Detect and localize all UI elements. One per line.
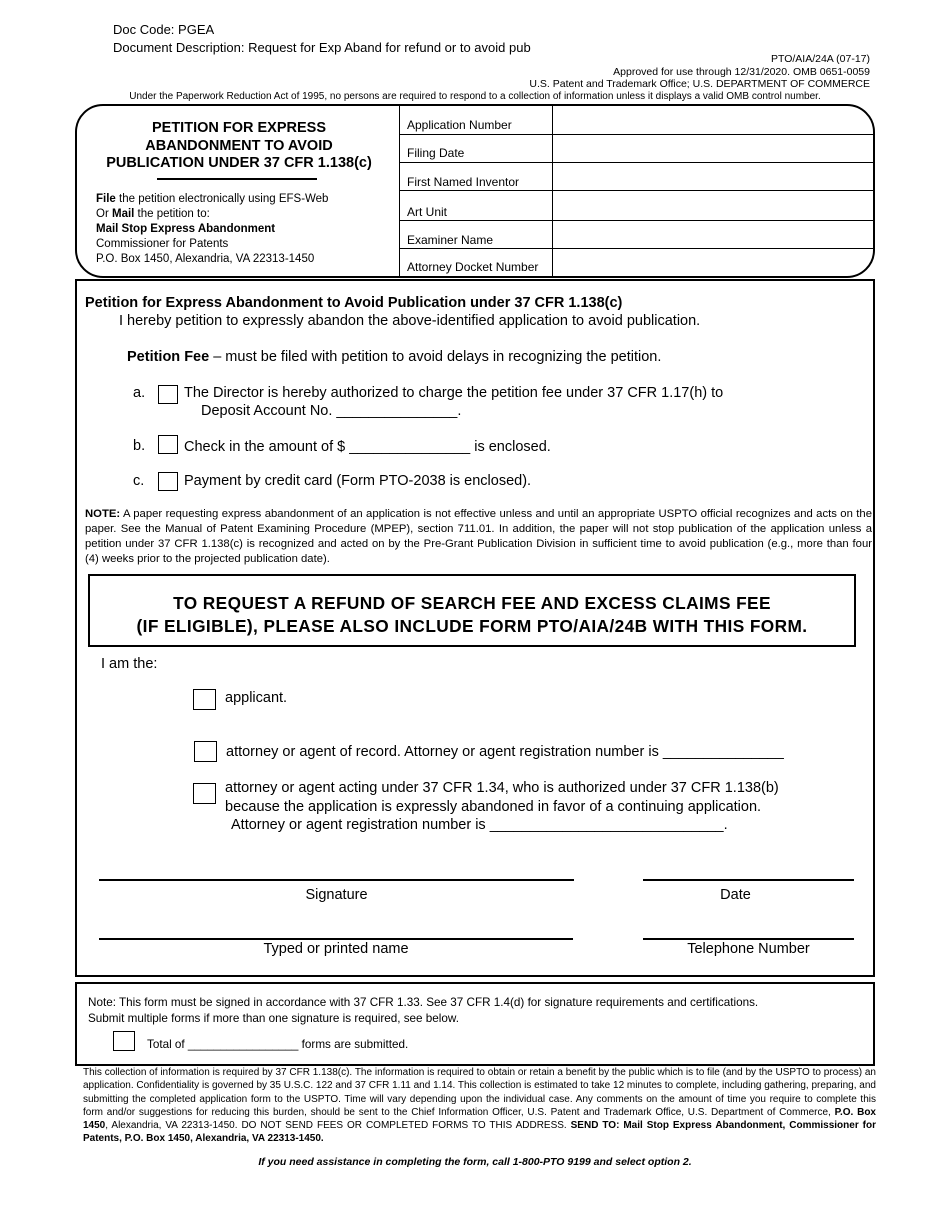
examiner-name-field[interactable] (554, 222, 854, 247)
burden-statement: This collection of information is required by 37 CFR 1.138(c). The information is required to obtain or retain a benefit by the public which is to file (and by the USPTO to process) an application. Confidentiality is governed by 35 U.S.C. 122 and 37 CFR 1.11 and 1.14. This collection is estimated to take 12 minutes to complete, including gathering, preparing, and submitting the completed application form to the USPTO. Time will vary depending upon the individual case. Any comments on the amount of time you require to complete this form and/or suggestions for reducing this burden, should be sent to the Chief Information Officer, U.S. Patent and Trademark Office, U.S. Department of Commerce, P.O. Box 1450, Alexandria, VA 22313-1450. DO NOT SEND FEES OR COMPLETED FORMS TO THIS ADDRESS. SEND TO: Mail Stop Express Abandonment, Commissioner for Patents, P.O. Box 1450, Alexandria, VA 22313-1450. (83, 1067, 876, 1145)
petition-title: PETITION FOR EXPRESS ABANDONMENT TO AVOID PUBLICATION UNDER 37 CFR 1.138(c) (106, 120, 372, 171)
doc-code: Doc Code: PGEA (113, 22, 215, 37)
note-box (75, 982, 875, 1066)
assistance-line: If you need assistance in completing the form, call 1-800-PTO 9199 and select option 2. (258, 1156, 692, 1168)
mail-stop: Mail Stop Express Abandonment (96, 223, 276, 235)
i-am-label: I am the: (101, 656, 158, 672)
signature-label: Signature (305, 887, 368, 903)
application-number-label: Application Number (407, 118, 512, 132)
option-a-checkbox[interactable] (158, 385, 178, 404)
attorney-acting-checkbox[interactable] (193, 783, 216, 804)
total-forms-text: Total of _________________ forms are submitted. (147, 1038, 409, 1051)
attorney-docket-field[interactable] (554, 250, 844, 275)
option-b-letter: b. (133, 438, 146, 454)
option-c-checkbox[interactable] (158, 472, 178, 491)
examiner-name-label: Examiner Name (407, 233, 494, 247)
art-unit-field[interactable] (554, 192, 854, 219)
deposit-account: Deposit Account No. _______________. (201, 403, 462, 419)
typed-name-line[interactable] (99, 938, 573, 940)
petition-body (75, 279, 875, 977)
note-paragraph: NOTE: A paper requesting express abandonment of an application is not effective unless and until an appropriate USPTO official recognizes and acts on the paper. See the Manual of Patent Examining Procedure (MPEP), section 711.01. In addition, the paper will not stop publication of the application unless a petition under 37 CFR 1.138(c) is recognized and acted on by the Pre-Grant Publication Division in sufficient time to avoid publication (e.g., more than four (4) weeks prior to the projected publication date). (85, 508, 872, 565)
commissioner: Commissioner for Patents (96, 238, 229, 250)
form-id-block (529, 53, 870, 91)
filing-date-label: Filing Date (407, 146, 465, 160)
paperwork-notice: Under the Paperwork Reduction Act of 1995, no persons are required to respond to a collection of information unless it displays a valid OMB control number. (129, 91, 821, 102)
po-box: P.O. Box 1450, Alexandria, VA 22313-1450 (96, 253, 315, 265)
option-c-letter: c. (133, 473, 145, 489)
option-c-text: Payment by credit card (Form PTO-2038 is enclosed). (184, 473, 532, 489)
petition-statement: I hereby petition to expressly abandon the above-identified application to avoid publication. (119, 313, 701, 329)
attorney-docket-label: Attorney Docket Number (407, 260, 539, 274)
petition-fee-line: Petition Fee – must be filed with petition to avoid delays in recognizing the petition. (127, 349, 662, 365)
header-box (75, 104, 875, 278)
applicant-label: applicant. (225, 690, 288, 706)
signature-line[interactable] (99, 879, 574, 881)
attorney-acting-line3: Attorney or agent registration number is _____________________________. (231, 817, 728, 833)
option-b-text: Check in the amount of $ _______________ is enclosed. (184, 439, 551, 455)
title-rule (157, 178, 317, 180)
applicant-checkbox[interactable] (193, 689, 216, 710)
filing-instructions: File the petition electronically using EFS-Web Or Mail the petition to: Mail Stop Express Abandonment Commissioner for Patents P.O. Box 1450, Alexandria, VA 22313-1450 (96, 193, 329, 265)
note-line-1: Note: This form must be signed in accordance with 37 CFR 1.33. See 37 CFR 1.4(d) for signature requirements and certifications. (88, 996, 759, 1009)
date-label: Date (720, 887, 751, 903)
doc-description: Document Description: Request for Exp Aband for refund or to avoid pub (113, 40, 531, 55)
option-a-letter: a. (133, 385, 146, 401)
date-line[interactable] (643, 879, 854, 881)
attorney-record-label: attorney or agent of record. Attorney or agent registration number is _______________ (226, 744, 784, 760)
application-number-field[interactable] (554, 108, 854, 133)
typed-name-label: Typed or printed name (263, 941, 409, 957)
attorney-acting-line2: because the application is expressly abandoned in favor of a continuing application. (225, 799, 762, 815)
agency: U.S. Patent and Trademark Office; U.S. DEPARTMENT OF COMMERCE (529, 78, 870, 90)
attorney-acting-line1: attorney or agent acting under 37 CFR 1.34, who is authorized under 37 CFR 1.138(b) (225, 780, 779, 796)
option-b-checkbox[interactable] (158, 435, 178, 454)
total-forms-checkbox[interactable] (113, 1031, 135, 1051)
art-unit-label: Art Unit (407, 205, 448, 219)
first-inventor-field[interactable] (554, 164, 854, 189)
note-line-2: Submit multiple forms if more than one signature is required, see below. (88, 1012, 459, 1025)
first-inventor-label: First Named Inventor (407, 175, 520, 189)
attorney-record-checkbox[interactable] (194, 741, 217, 762)
form-number: PTO/AIA/24A (07-17) (770, 53, 870, 65)
refund-notice: TO REQUEST A REFUND OF SEARCH FEE AND EXCESS CLAIMS FEE (IF ELIGIBLE), PLEASE ALSO INCLUDE FORM PTO/AIA/24B WITH THIS FORM. (88, 574, 856, 647)
telephone-line[interactable] (643, 938, 854, 940)
telephone-label: Telephone Number (687, 941, 810, 957)
omb-approval: Approved for use through 12/31/2020. OMB 0651-0059 (613, 65, 870, 78)
option-a-text: The Director is hereby authorized to charge the petition fee under 37 CFR 1.17(h) to (184, 385, 724, 401)
petition-heading: Petition for Express Abandonment to Avoid Publication under 37 CFR 1.138(c) (85, 295, 623, 311)
filing-date-field[interactable] (554, 136, 854, 161)
